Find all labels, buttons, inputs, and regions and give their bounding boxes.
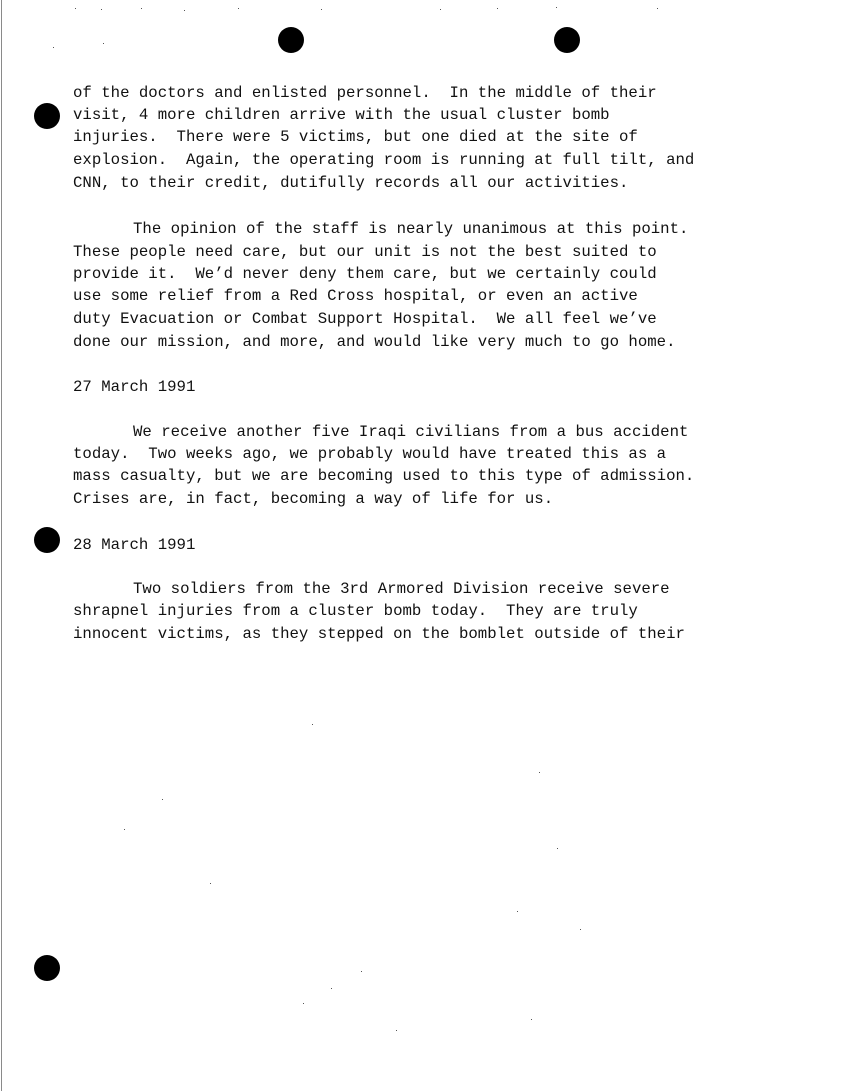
scan-speck	[75, 8, 76, 9]
scan-speck	[361, 971, 362, 972]
date-heading: 27 March 1991	[73, 378, 196, 396]
text-line: explosion. Again, the operating room is running at full tilt, and	[73, 151, 695, 169]
scan-speck	[184, 10, 185, 11]
text-line: use some relief from a Red Cross hospital, or even an active	[73, 287, 638, 305]
scan-speck	[103, 43, 104, 44]
scan-speck	[440, 9, 441, 10]
scan-speck	[312, 724, 313, 725]
scan-speck	[303, 1003, 304, 1004]
scan-speck	[101, 9, 102, 10]
text-line: visit, 4 more children arrive with the usual cluster bomb	[73, 106, 610, 124]
scan-speck	[238, 8, 239, 9]
text-line: The opinion of the staff is nearly unanimous at this point.	[133, 220, 689, 238]
text-line: Crises are, in fact, becoming a way of life for us.	[73, 490, 554, 508]
text-line: provide it. We’d never deny them care, but we certainly could	[73, 265, 657, 283]
text-line: today. Two weeks ago, we probably would have treated this as a	[73, 445, 667, 463]
scan-speck	[141, 8, 142, 9]
text-line: We receive another five Iraqi civilians from a bus accident	[133, 423, 689, 441]
text-line: innocent victims, as they stepped on the bomblet outside of their	[73, 625, 685, 643]
punch-hole-left-middle	[34, 527, 60, 553]
scan-speck	[517, 911, 518, 912]
scan-speck	[580, 929, 581, 930]
text-line: duty Evacuation or Combat Support Hospital. We all feel we’ve	[73, 310, 657, 328]
scan-speck	[497, 8, 498, 9]
scan-speck	[657, 8, 658, 9]
punch-hole-left-upper	[34, 103, 60, 129]
scan-speck	[210, 883, 211, 884]
page-edge-line	[1, 0, 2, 1091]
text-line: injuries. There were 5 victims, but one died at the site of	[73, 128, 638, 146]
scan-speck	[556, 7, 557, 8]
text-line: shrapnel injuries from a cluster bomb today. They are truly	[73, 602, 638, 620]
text-line: mass casualty, but we are becoming used to this type of admission.	[73, 467, 695, 485]
punch-hole-left-lower	[34, 955, 60, 981]
text-line: These people need care, but our unit is not the best suited to	[73, 243, 657, 261]
scan-speck	[321, 9, 322, 10]
scan-speck	[396, 1030, 397, 1031]
scan-speck	[331, 988, 332, 989]
text-line: Two soldiers from the 3rd Armored Division receive severe	[133, 580, 670, 598]
scan-speck	[124, 829, 125, 830]
scan-speck	[557, 848, 558, 849]
text-line: CNN, to their credit, dutifully records all our activities.	[73, 174, 629, 192]
punch-hole-top-left	[278, 27, 304, 53]
scan-speck	[531, 1019, 532, 1020]
date-heading: 28 March 1991	[73, 536, 196, 554]
scan-speck	[162, 799, 163, 800]
scan-speck	[53, 47, 54, 48]
text-line: done our mission, and more, and would like very much to go home.	[73, 333, 676, 351]
text-line: of the doctors and enlisted personnel. In the middle of their	[73, 84, 657, 102]
punch-hole-top-right	[554, 27, 580, 53]
scan-speck	[539, 772, 540, 773]
